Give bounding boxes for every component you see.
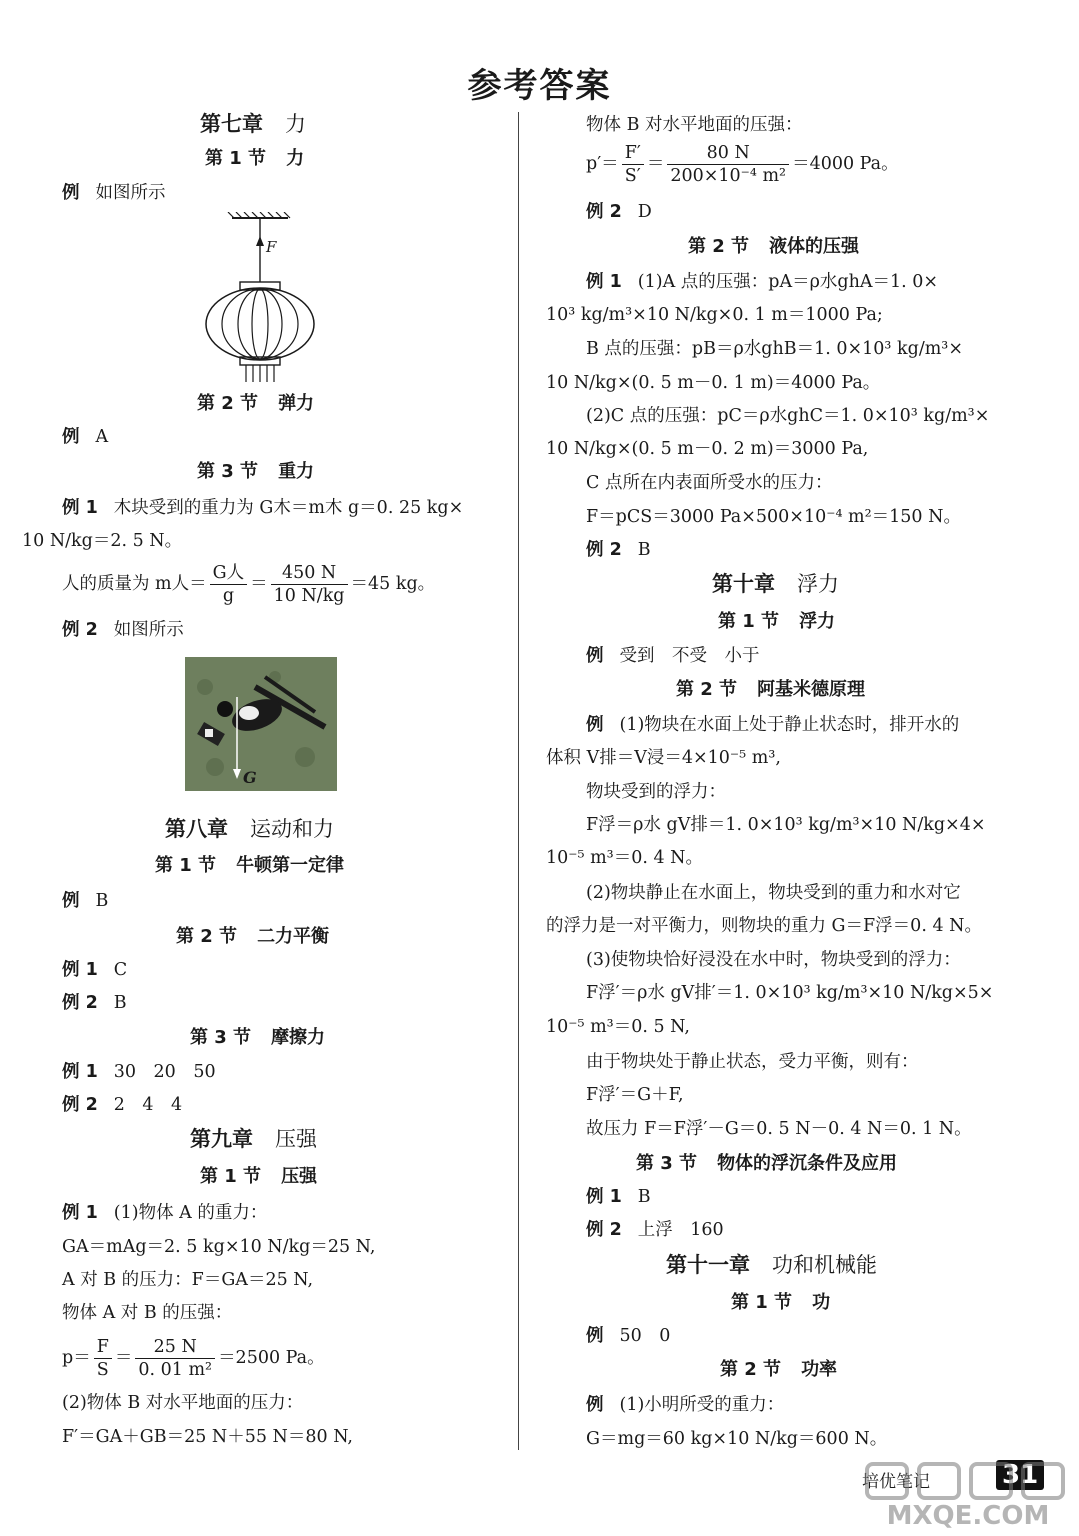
text-line: 由于物块处于静止状态，受力平衡，则有： <box>586 1052 919 1072</box>
example-line: 例 1 30 20 50 <box>62 1062 216 1082</box>
text-line: 10⁻⁵ m³＝0. 4 N。 <box>546 848 703 868</box>
text-line: 的浮力是一对平衡力，则物块的重力 G＝F浮＝0. 4 N。 <box>546 916 982 936</box>
example-line: 例 1 (1)物体 A 的重力： <box>62 1203 268 1223</box>
text-line: F＝pCS＝3000 Pa×500×10⁻⁴ m²＝150 N。 <box>586 507 961 527</box>
text-line: 物体 B 对水平地面的压强： <box>586 115 803 135</box>
section-heading: 第 1 节 功 <box>731 1292 831 1313</box>
chapter-heading-10: 第十章 浮力 <box>712 572 839 596</box>
text-line: (2)物体 B 对水平地面的压力： <box>62 1393 304 1413</box>
example-line: 例 2 B <box>586 540 651 560</box>
text-line: A 对 B 的压力：F＝GA＝25 N, <box>62 1270 314 1290</box>
section-heading: 第 3 节 物体的浮沉条件及应用 <box>636 1153 898 1174</box>
example-line: 例 1 木块受到的重力为 G木＝m木 g＝0. 25 kg× <box>62 498 464 518</box>
section-heading: 第 2 节 液体的压强 <box>688 236 860 257</box>
section-heading: 第 1 节 浮力 <box>718 611 836 632</box>
arrow-icon <box>256 236 264 246</box>
section-heading: 第 1 节 牛顿第一定律 <box>155 855 345 876</box>
fraction: $\frac{F}{S}$ <box>94 1336 112 1381</box>
example-line: 例 2 2 4 4 <box>62 1095 183 1115</box>
chapter-heading-8: 第八章 运动和力 <box>165 817 334 841</box>
lantern-figure <box>200 212 325 384</box>
text-line: F浮′＝ρ水 gV排′＝1. 0×10³ kg/m³×10 N/kg×5× <box>586 983 994 1003</box>
example-line: 例 如图所示 <box>62 183 166 203</box>
text-line: F浮＝ρ水 gV排＝1. 0×10³ kg/m³×10 N/kg×4× <box>586 815 986 835</box>
page-number: 31 <box>996 1460 1044 1490</box>
example-line: 例 (1)物块在水面上处于静止状态时，排开水的 <box>586 715 960 735</box>
skier-figure <box>185 657 337 791</box>
text-line: 10 N/kg×(0. 5 m－0. 2 m)＝3000 Pa, <box>546 439 869 459</box>
text-line: GA＝mAg＝2. 5 kg×10 N/kg＝25 N, <box>62 1237 376 1257</box>
text-line: 故压力 F＝F浮′－G＝0. 5 N－0. 4 N＝0. 1 N。 <box>586 1119 972 1139</box>
svg-text:MXQE.COM: MXQE.COM <box>886 1501 1050 1530</box>
section-heading: 第 2 节 阿基米德原理 <box>676 679 866 700</box>
section-heading: 第 3 节 摩擦力 <box>190 1027 326 1048</box>
chapter-heading-9: 第九章 压强 <box>190 1127 317 1151</box>
text-line: 10³ kg/m³×10 N/kg×0. 1 m＝1000 Pa; <box>546 305 883 325</box>
text-line: F′＝GA＋GB＝25 N＋55 N＝80 N, <box>62 1427 353 1447</box>
example-line: 例 1 C <box>62 960 128 980</box>
example-line: 例 2 上浮 160 <box>586 1220 724 1240</box>
section-heading: 第 2 节 二力平衡 <box>176 926 330 947</box>
chapter-heading-7: 第七章 力 <box>200 112 306 136</box>
example-line: 例 B <box>62 891 109 911</box>
fraction: $\frac{25 N}{\text{0. 01 m²}}$ <box>135 1336 215 1381</box>
fraction: $\frac{\text{G人}}{g}$ <box>210 562 247 607</box>
column-divider <box>518 112 520 1450</box>
page-title: 参考答案 <box>467 66 612 106</box>
text-line: 物体 A 对 B 的压强： <box>62 1303 233 1323</box>
text-line: G＝mg＝60 kg×10 N/kg＝600 N。 <box>586 1429 888 1449</box>
chapter-heading-11: 第十一章 功和机械能 <box>666 1253 877 1277</box>
text-line: 体积 V排＝V浸＝4×10⁻⁵ m³, <box>546 748 781 768</box>
example-line: 例 受到 不受 小于 <box>586 646 760 666</box>
text-line: 物块受到的浮力： <box>586 782 726 802</box>
example-line: 例 (1)小明所受的重力： <box>586 1395 785 1415</box>
formula-line: 人的质量为 m人＝ $\frac{\text{G人}}{g}$ ＝ $\frac{450 N}{10 N/kg}$ ＝45 kg。 <box>62 563 436 606</box>
text-line: 10 N/kg＝2. 5 N。 <box>22 531 183 551</box>
watermark-logo <box>863 1460 1073 1530</box>
example-line: 例 2 如图所示 <box>62 620 184 640</box>
force-label: F <box>266 238 277 256</box>
fraction: $\frac{80 N}{\text{200×10⁻⁴ m²}}$ <box>667 142 789 187</box>
example-line: 例 1 B <box>586 1187 651 1207</box>
section-heading: 第 1 节 压强 <box>200 1166 318 1187</box>
text-line: (3)使物块恰好浸没在水中时，物块受到的浮力： <box>586 950 961 970</box>
fraction: $\frac{450 N}{10 N/kg}$ <box>271 562 348 607</box>
section-heading: 第 1 节 力 <box>205 148 305 169</box>
example-line: 例 50 0 <box>586 1326 671 1346</box>
formula-line: p＝ $\frac{F}{S}$ ＝ $\frac{25 N}{\text{0. 01 m²}}$ ＝2500 Pa。 <box>62 1337 325 1380</box>
section-heading: 第 2 节 弹力 <box>197 393 315 414</box>
text-line: B 点的压强：pB＝ρ水ghB＝1. 0×10³ kg/m³× <box>586 339 963 359</box>
example-line: 例 A <box>62 427 109 447</box>
section-heading: 第 3 节 重力 <box>197 461 315 482</box>
book-name: 培优笔记 <box>862 1472 930 1492</box>
text-line: (2)C 点的压强：pC＝ρ水ghC＝1. 0×10³ kg/m³× <box>586 406 990 426</box>
fraction: $\frac{F'}{S'}$ <box>622 142 644 187</box>
example-line: 例 2 B <box>62 993 127 1013</box>
text-line: C 点所在内表面所受水的压力： <box>586 473 833 493</box>
text-line: 10 N/kg×(0. 5 m－0. 1 m)＝4000 Pa。 <box>546 373 881 393</box>
example-line: 例 2 D <box>586 202 652 222</box>
example-line: 例 1 (1)A 点的压强：pA＝ρ水ghA＝1. 0× <box>586 272 939 292</box>
section-heading: 第 2 节 功率 <box>720 1359 838 1380</box>
text-line: (2)物块静止在水面上，物块受到的重力和水对它 <box>586 883 961 903</box>
force-label: G <box>243 768 257 787</box>
text-line: F浮′＝G＋F, <box>586 1085 684 1105</box>
text-line: 10⁻⁵ m³＝0. 5 N, <box>546 1017 690 1037</box>
formula-line: p′＝ $\frac{F'}{S'}$ ＝ $\frac{80 N}{\text{200×10⁻⁴ m²}}$ ＝4000 Pa。 <box>586 143 899 186</box>
